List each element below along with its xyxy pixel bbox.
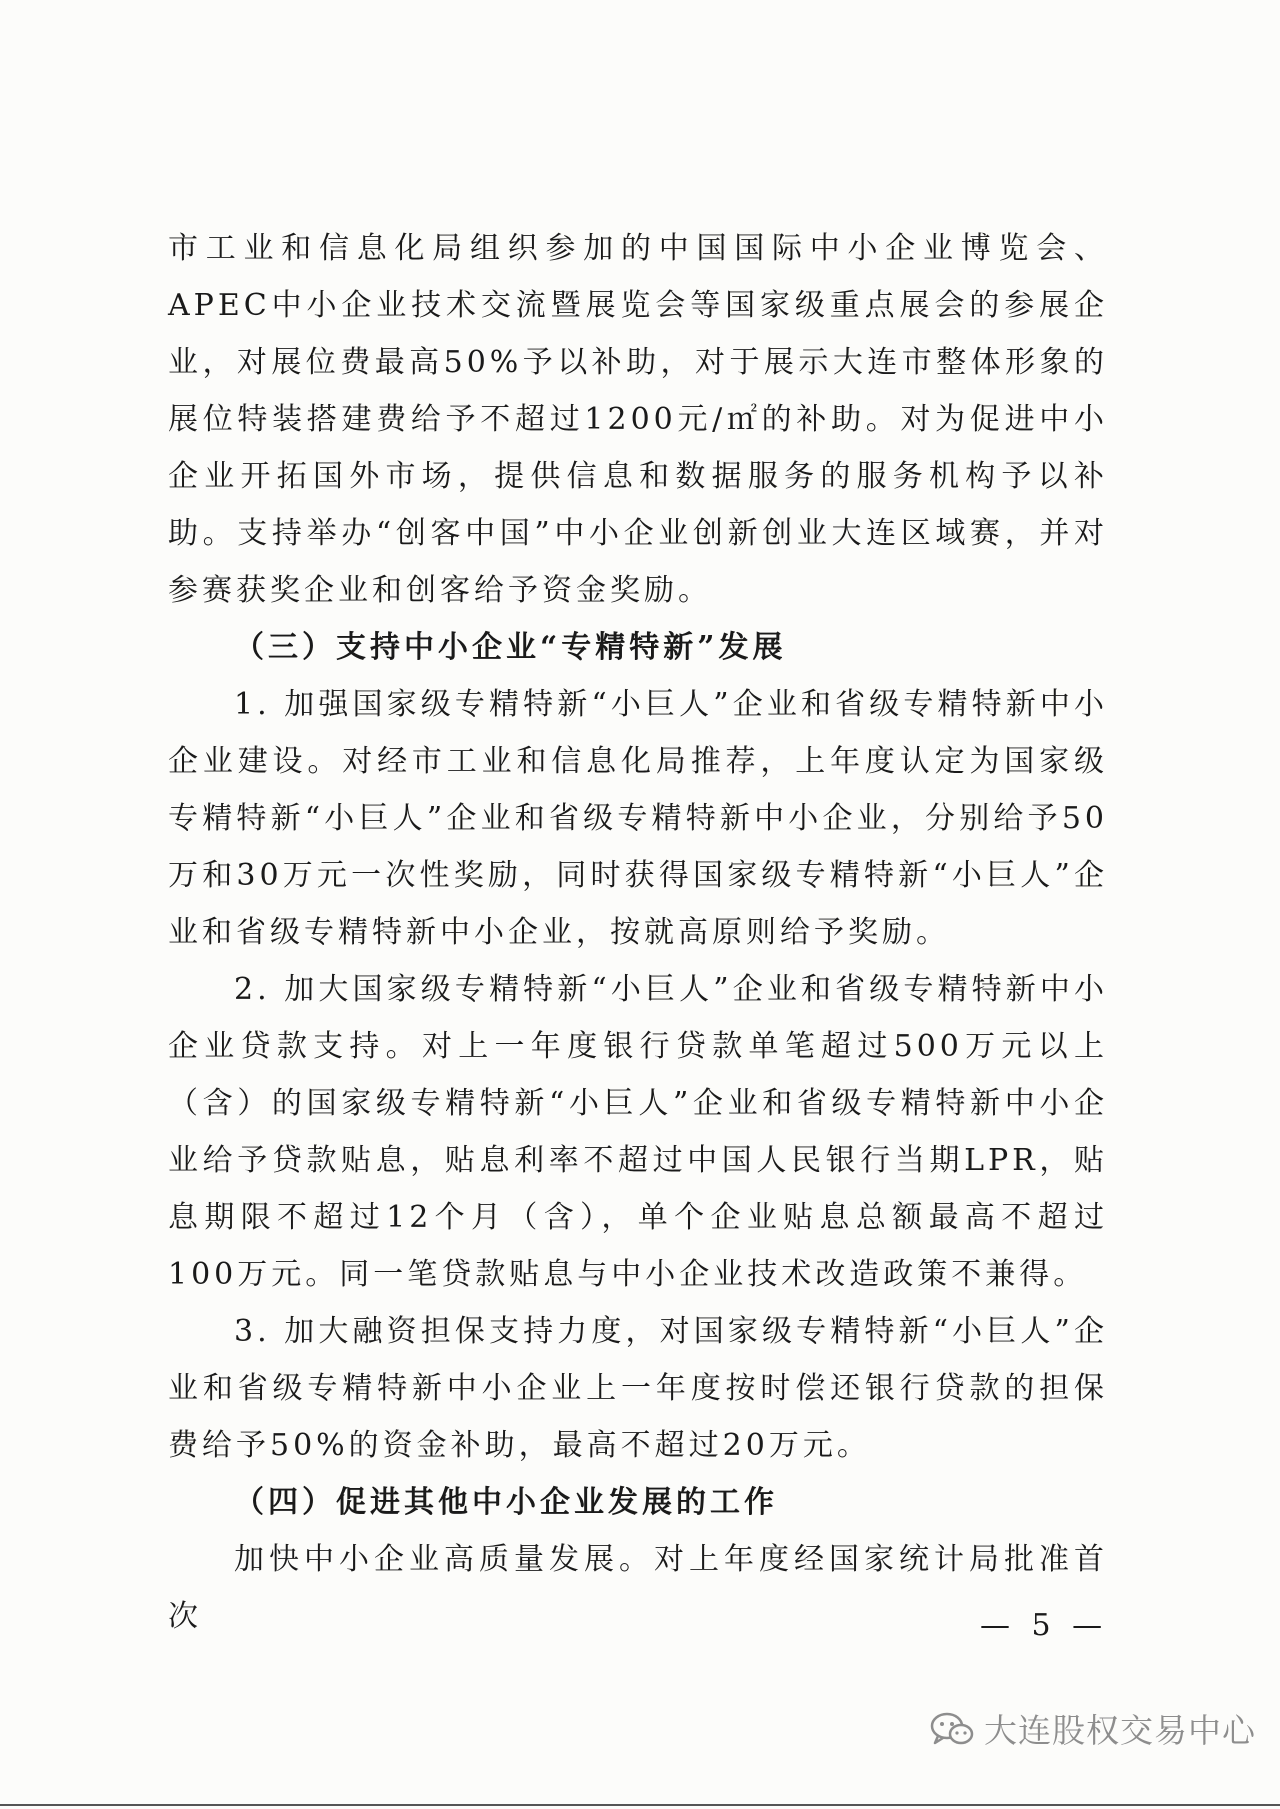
paragraph-item-1: 1. 加强国家级专精特新“小巨人”企业和省级专精特新中小企业建设。对经市工业和信息化局推荐，上年度认定为国家级专精特新“小巨人”企业和省级专精特新中小企业，分别给予50万和30万元一次性奖励，同时获得国家级专精特新“小巨人”企业和省级专精特新中小企业，按就高原则给予奖励。: [168, 687, 1108, 950]
document-body: [168, 220, 1108, 1645]
section-heading-4: （四）促进其他中小企业发展的工作: [234, 1485, 778, 1520]
bottom-edge-line: [0, 1804, 1280, 1806]
watermark: [928, 1705, 1256, 1752]
wechat-icon: [928, 1709, 976, 1749]
watermark-text: 大连股权交易中心: [984, 1711, 1256, 1750]
paragraph-item-3: 3. 加大融资担保支持力度，对国家级专精特新“小巨人”企业和省级专精特新中小企业上一年度按时偿还银行贷款的担保费给予50%的资金补助，最高不超过20万元。: [168, 1314, 1108, 1463]
paragraph-exhibition-subsidy: 市工业和信息化局组织参加的中国国际中小企业博览会、APEC中小企业技术交流暨展览会等国家级重点展会的参展企业，对展位费最高50%予以补助，对于展示大连市整体形象的展位特装搭建费给予不超过1200元/㎡的补助。对为促进中小企业开拓国外市场，提供信息和数据服务的服务机构予以补助。支持举办“创客中国”中小企业创新创业大连区域赛，并对参赛获奖企业和创客给予资金奖励。: [168, 231, 1108, 608]
page-number: — 5 —: [980, 1608, 1109, 1643]
section-heading-3: （三）支持中小企业“专精特新”发展: [234, 630, 787, 665]
paragraph-other-smes: 加快中小企业高质量发展。对上年度经国家统计局批准首次: [168, 1542, 1108, 1634]
paragraph-item-2: 2. 加大国家级专精特新“小巨人”企业和省级专精特新中小企业贷款支持。对上一年度银行贷款单笔超过500万元以上（含）的国家级专精特新“小巨人”企业和省级专精特新中小企业给予贷款贴息，贴息利率不超过中国人民银行当期LPR，贴息期限不超过12个月（含），单个企业贴息总额最高不超过100万元。同一笔贷款贴息与中小企业技术改造政策不兼得。: [168, 972, 1108, 1292]
